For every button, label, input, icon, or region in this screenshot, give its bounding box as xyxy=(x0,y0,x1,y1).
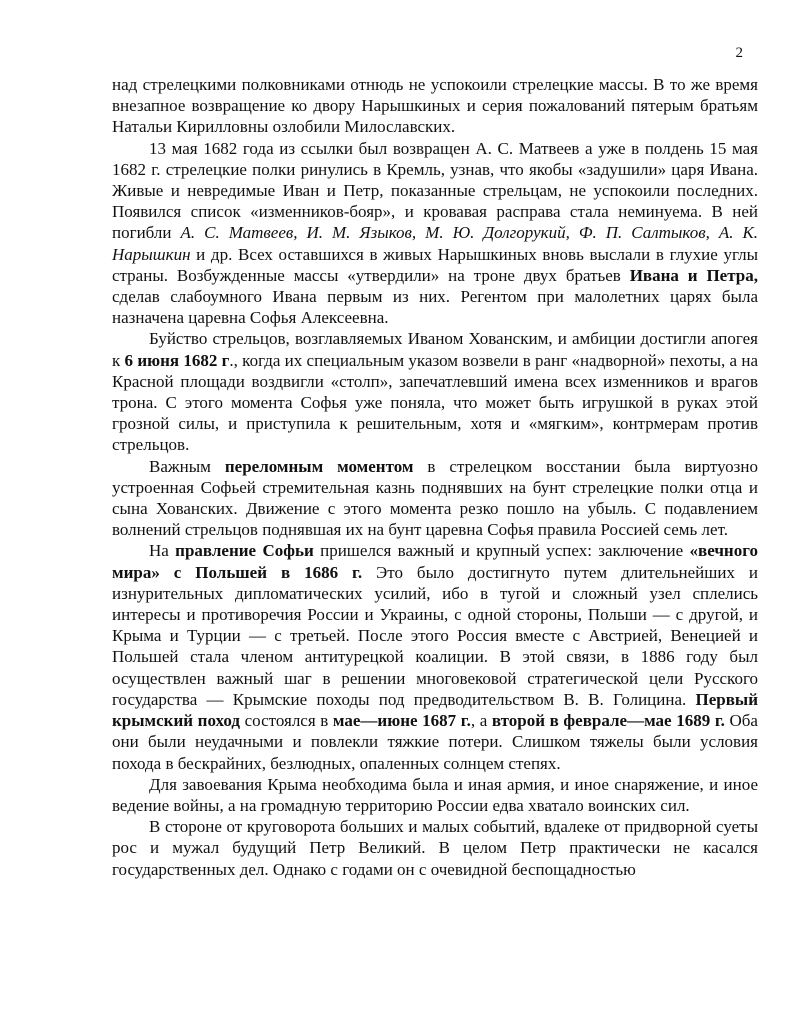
text-run: Для завоевания Крыма необходима была и иная армия, и иное снаряжение, и иное ведение войны, а на громадную территорию России едва хватало воинских сил. xyxy=(112,774,758,815)
text-run: сделав слабоумного Ивана первым из них. Регентом при малолетних царях была назначена царевна Софья Алексеевна. xyxy=(112,287,758,328)
bold-text: переломным моментом xyxy=(224,456,414,476)
text-run: , а xyxy=(470,711,492,731)
text-run: пришелся важный и крупный успех: заключение xyxy=(313,541,690,561)
paragraph xyxy=(112,456,758,541)
paragraph xyxy=(112,540,758,773)
bold-text: Ивана и Петра, xyxy=(629,265,758,285)
italic-text: А. С. Матвеев, И. М. Языков, М. Ю. Долгорукий, Ф. П. Салтыков, А. К. Нарышкин xyxy=(112,223,759,264)
text-run: Оба они были неудачными и повлекли тяжкие потери. Слишком тяжелы были условия похода в бескрайних, безлюдных, опаленных солнцем степях. xyxy=(112,711,758,773)
paragraph xyxy=(112,74,758,138)
bold-text: «вечного мира» с Польшей в 1686 г. xyxy=(112,541,758,582)
paragraph xyxy=(112,774,758,816)
body-text xyxy=(112,74,758,880)
text-run: и др. Всех оставшихся в живых Нарышкиных вновь выслали в глухие углы страны. Возбужденные массы «утвердили» на троне двух братьев xyxy=(112,244,758,285)
text-run: ., когда их специальным указом возвели в ранг «надворной» пехоты, а на Красной площади воздвигли «столп», запечатлевший имена всех изменников и врагов трона. С этого момента Софья уже поняла, что может быть игрушкой в руках этой грозной силы, и приступила к решительным, хотя и «мягким», контрмерам против стрельцов. xyxy=(112,350,759,455)
bold-text: мае—июне 1687 г. xyxy=(332,711,471,731)
page-number: 2 xyxy=(735,45,743,61)
text-run: 13 мая 1682 года из ссылки был возвращен А. С. Матвеев а уже в полдень 15 мая 1682 г. стрелецкие полки ринулись в Кремль, узнав, что якобы «задушили» царя Ивана. Живые и невредимые Иван и Петр, показанные стрельцам, не успокоили последних. Появился список «изменников-бояр», и кровавая расправа стала неминуема. В ней погибли xyxy=(112,138,758,243)
bold-text: правление Софьи xyxy=(175,541,314,561)
text-run: Это было достигнуто путем длительнейших и изнурительных дипломатических усилий, ибо в тугой и сложный узел сплелись интересы и противоречия России и Украины, с одной стороны, Польши — с другой, и Крыма и Турции — с третьей. После этого Россия вместе с Австрией, Венецией и Польшей стала членом антитурецкой коалиции. В этой связи, в 1886 году был осуществлен важный шаг в решении многовековой стратегической цели Русского государства — Крымские походы под предводительством В. В. Голицина. xyxy=(112,562,759,709)
text-run: Важным xyxy=(149,456,225,476)
bold-text: 6 июня 1682 г xyxy=(124,350,230,370)
text-run: состоялся в xyxy=(239,711,333,731)
text-run: над стрелецкими полковниками отнюдь не успокоили стрелецкие массы. В то же время внезапное возвращение ко двору Нарышкиных и серия пожалований пятерым братьям Натальи Кирилловны озлобили Милославских. xyxy=(112,75,758,137)
text-run: Буйство стрельцов, возглавляемых Иваном Хованским, и амбиции достигли апогея к xyxy=(112,329,758,370)
paragraph xyxy=(112,816,758,880)
bold-text: Первый крымский поход xyxy=(112,689,758,731)
bold-text: второй в феврале—мае 1689 г. xyxy=(491,711,725,731)
text-run: в стрелецком восстании была виртуозно устроенная Софьей стремительная казнь поднявших на бунт стрелецкие полки отца и сына Хованских. Движение с этого момента резко пошло на убыль. С подавлением волнений стрельцов поднявшая их на бунт царевна Софья правила Россией семь лет. xyxy=(112,456,758,540)
paragraph xyxy=(112,138,758,329)
text-run: На xyxy=(149,541,176,561)
paragraph xyxy=(112,328,758,455)
text-run: В стороне от круговорота больших и малых событий, вдалеке от придворной суеты рос и мужал будущий Петр Великий. В целом Петр практически не касался государственных дел. Однако с годами он с очевидной беспощадностью xyxy=(112,817,758,879)
